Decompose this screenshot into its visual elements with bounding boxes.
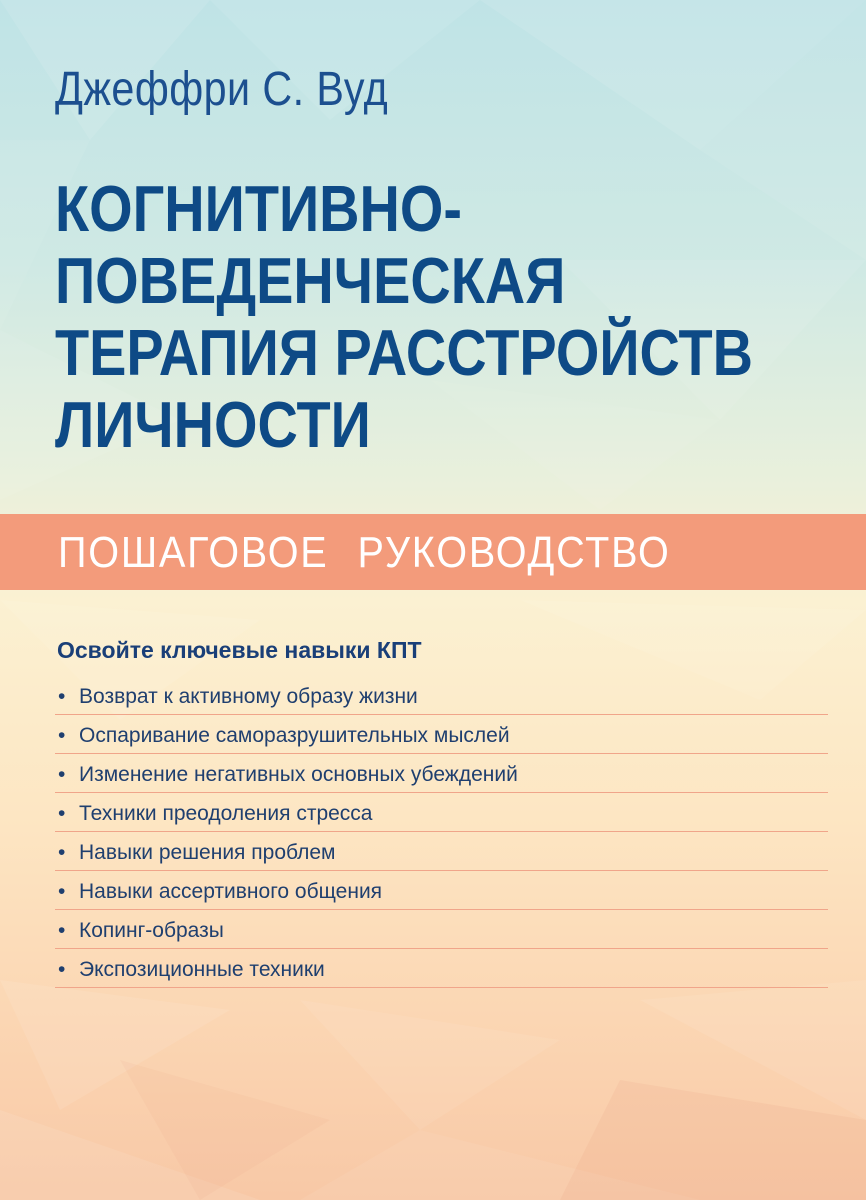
bullet-icon: •: [58, 685, 66, 708]
skill-label: Копинг-образы: [79, 919, 224, 942]
title-line-3: ТЕРАПИЯ РАССТРОЙСТВ: [55, 316, 754, 389]
book-title: [55, 173, 753, 461]
bullet-icon: •: [58, 802, 66, 825]
subtitle: ПОШАГОВОЕ РУКОВОДСТВО: [58, 528, 671, 577]
bullet-icon: •: [58, 958, 66, 981]
skill-label: Экспозиционные техники: [79, 958, 325, 981]
skill-item: [55, 717, 828, 754]
subtitle-band: [0, 514, 866, 590]
skill-label: Изменение негативных основных убеждений: [79, 763, 518, 786]
title-line-4: ЛИЧНОСТИ: [55, 388, 371, 461]
skill-label: Навыки решения проблем: [79, 841, 336, 864]
skill-label: Навыки ассертивного общения: [79, 880, 383, 903]
skill-item: [55, 834, 828, 871]
bullet-icon: •: [58, 841, 66, 864]
skill-item: [55, 951, 828, 988]
skill-item: [55, 912, 828, 949]
skill-label: Оспаривание саморазрушительных мыслей: [79, 724, 510, 747]
title-line-2: ПОВЕДЕНЧЕСКАЯ: [55, 244, 566, 317]
skill-item: [55, 756, 828, 793]
skill-item: [55, 795, 828, 832]
title-line-1: КОГНИТИВНО-: [55, 172, 462, 245]
author-name: Джеффри С. Вуд: [55, 63, 389, 116]
skill-label: Техники преодоления стресса: [79, 802, 373, 825]
skill-item: [55, 873, 828, 910]
skills-heading: Освойте ключевые навыки КПТ: [57, 637, 422, 663]
skills-list: [55, 678, 828, 990]
bullet-icon: •: [58, 724, 66, 747]
bullet-icon: •: [58, 919, 66, 942]
skill-label: Возврат к активному образу жизни: [79, 685, 418, 708]
bullet-icon: •: [58, 880, 66, 903]
skill-item: [55, 678, 828, 715]
bullet-icon: •: [58, 763, 66, 786]
